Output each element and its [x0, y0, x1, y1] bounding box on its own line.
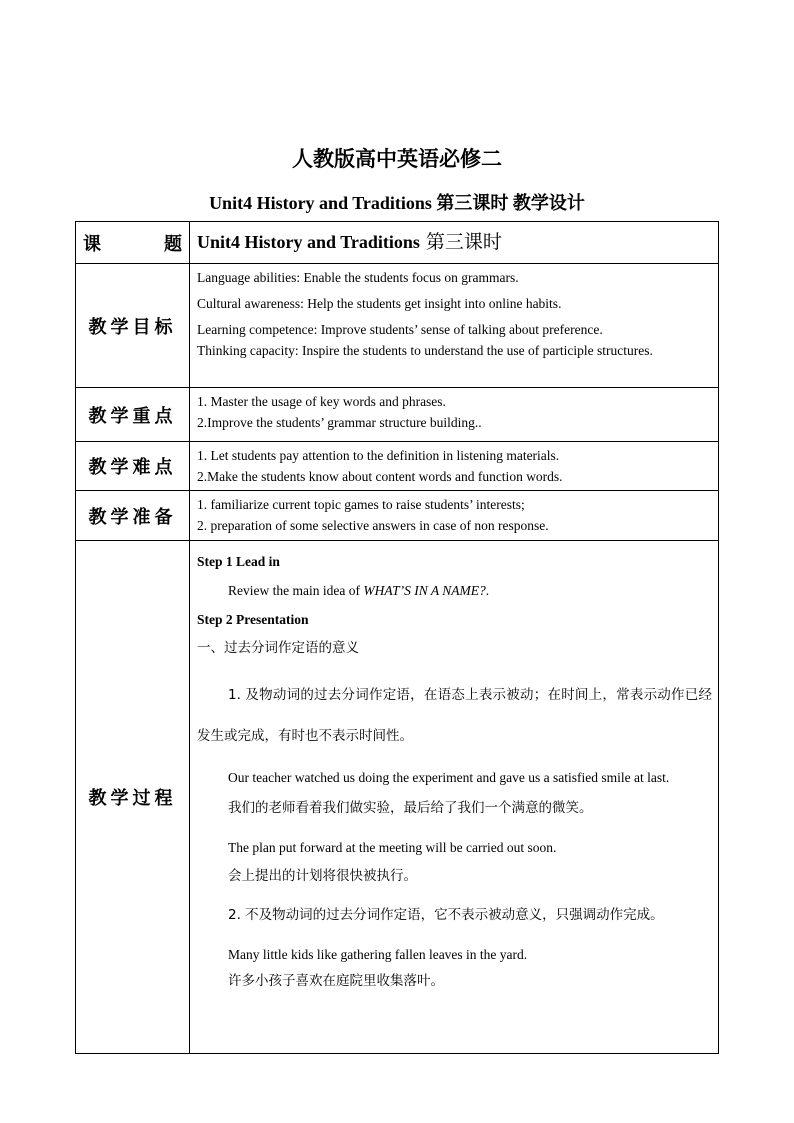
- lesson-plan-table: [75, 221, 719, 1054]
- point-2: 2. 不及物动词的过去分词作定语，它不表示被动意义，只强调动作完成。: [228, 907, 664, 923]
- label-process: 教学过程: [76, 541, 190, 1054]
- label-difficulties: 教学难点: [76, 442, 190, 491]
- difficulty-line: 2.Make the students know about content words and function words.: [197, 469, 563, 484]
- step1-heading: Step 1 Lead in: [197, 554, 280, 569]
- key-point-line: 2.Improve the students’ grammar structure building..: [197, 415, 482, 430]
- objective-line: Language abilities: Enable the students focus on grammars.: [197, 270, 519, 285]
- example-1-zh: 我们的老师看着我们做实验，最后给了我们一个满意的微笑。: [228, 800, 593, 816]
- section-heading: 一、过去分词作定语的意义: [197, 640, 359, 656]
- objective-line: Cultural awareness: Help the students get insight into online habits.: [197, 296, 562, 311]
- row-preparation: [76, 491, 719, 541]
- row-key-points: [76, 388, 719, 442]
- document-title: 人教版高中英语必修二: [292, 147, 502, 171]
- objective-line: Learning competence: Improve students’ sense of talking about preference.: [197, 322, 603, 337]
- review-suffix: .: [485, 583, 490, 598]
- objective-line: Thinking capacity: Inspire the students to understand the use of participle structures.: [197, 343, 653, 358]
- label-key-points: 教学重点: [76, 388, 190, 442]
- review-prefix: Review the main idea of: [228, 583, 364, 598]
- label-topic: 课题: [76, 222, 190, 264]
- objectives-content: [190, 264, 719, 388]
- process-content: [190, 541, 719, 1054]
- row-difficulties: [76, 442, 719, 491]
- step2-heading: Step 2 Presentation: [197, 612, 309, 627]
- review-line: [197, 580, 712, 601]
- review-title: WHAT’S IN A NAME?: [363, 583, 486, 598]
- topic-unit: Unit4 History and Traditions: [197, 232, 420, 252]
- preparation-line: 2. preparation of some selective answers in case of non response.: [197, 518, 549, 533]
- difficulty-line: 1. Let students pay attention to the definition in listening materials.: [197, 448, 560, 463]
- topic-lesson: 第三课时: [425, 231, 502, 253]
- example-2-zh: 会上提出的计划将很快被执行。: [228, 868, 417, 884]
- example-1-en: Our teacher watched us doing the experiment and gave us a satisfied smile at last.: [228, 770, 670, 785]
- point-1: 1. 及物动词的过去分词作定语，在语态上表示被动；在时间上，常表示动作已经发生或完成，有时也不表示时间性。: [197, 687, 712, 744]
- difficulties-content: [190, 442, 719, 491]
- row-process: [76, 541, 719, 1054]
- document-subtitle: Unit4 History and Traditions 第三课时 教学设计: [209, 193, 585, 213]
- row-objectives: [76, 264, 719, 388]
- example-2-en: The plan put forward at the meeting will be carried out soon.: [228, 840, 557, 855]
- example-3-zh: 许多小孩子喜欢在庭院里收集落叶。: [228, 973, 444, 989]
- label-preparation: 教学准备: [76, 491, 190, 541]
- preparation-line: 1. familiarize current topic games to raise students’ interests;: [197, 497, 525, 512]
- label-objectives: 教学目标: [76, 264, 190, 388]
- key-points-content: [190, 388, 719, 442]
- example-3-en: Many little kids like gathering fallen leaves in the yard.: [228, 947, 528, 962]
- row-topic: [76, 222, 719, 264]
- topic-value: [190, 222, 719, 264]
- key-point-line: 1. Master the usage of key words and phrases.: [197, 394, 446, 409]
- preparation-content: [190, 491, 719, 541]
